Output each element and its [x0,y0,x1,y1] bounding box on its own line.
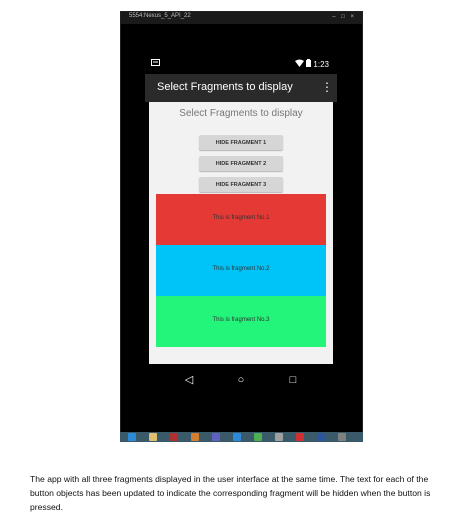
windows-taskbar [120,432,363,442]
app-icon[interactable] [338,433,346,441]
app-icon[interactable] [212,433,220,441]
fragment-1 [156,194,326,245]
overflow-menu-icon[interactable]: ⋮ [321,80,333,94]
recent-apps-icon[interactable]: □ [289,374,297,386]
wifi-icon [295,60,306,69]
app-title: Select Fragments to display [157,81,293,93]
emulator-title: 5554:Nexus_5_API_22 [129,13,191,19]
fragment-1-text: This is fragment No.1 [212,215,270,221]
hide-fragment-1-button[interactable]: HIDE FRAGMENT 1 [199,135,283,150]
fragment-3 [156,296,326,347]
folder-icon[interactable] [149,433,157,441]
fragment-2-text: This is fragment No.2 [212,266,270,272]
pdf-icon[interactable] [296,433,304,441]
word-icon[interactable] [317,433,325,441]
app-bar [145,74,337,102]
clock: 1:23 [313,60,329,69]
navigation-bar [145,364,337,396]
phone-screen [145,56,337,396]
hide-fragment-2-button[interactable]: HIDE FRAGMENT 2 [199,156,283,171]
status-bar [145,56,337,74]
hide-fragment-3-button[interactable]: HIDE FRAGMENT 3 [199,177,283,192]
chrome-icon[interactable] [233,433,241,441]
main-content [149,102,333,364]
content-title: Select Fragments to display [179,108,303,119]
fragment-2 [156,245,326,296]
fragment-3-text: This is fragment No.3 [212,317,270,323]
home-icon[interactable]: ○ [237,374,245,386]
app-icon[interactable] [275,433,283,441]
back-icon[interactable]: ◁ [184,374,194,386]
caption-text: The app with all three fragments displayed in the user interface at the same time. The text for each of the button objects has been updated to indicate the corresponding fragment will be hidden when the button is pressed. [30,474,431,512]
notification-icon [151,59,160,69]
android-studio-icon[interactable] [254,433,262,441]
status-right [295,59,329,69]
window-controls[interactable]: – □ × [332,14,356,20]
emulator-titlebar[interactable] [121,12,362,24]
app-icon[interactable] [191,433,199,441]
chrome-icon[interactable] [128,433,136,441]
app-icon[interactable] [170,433,178,441]
